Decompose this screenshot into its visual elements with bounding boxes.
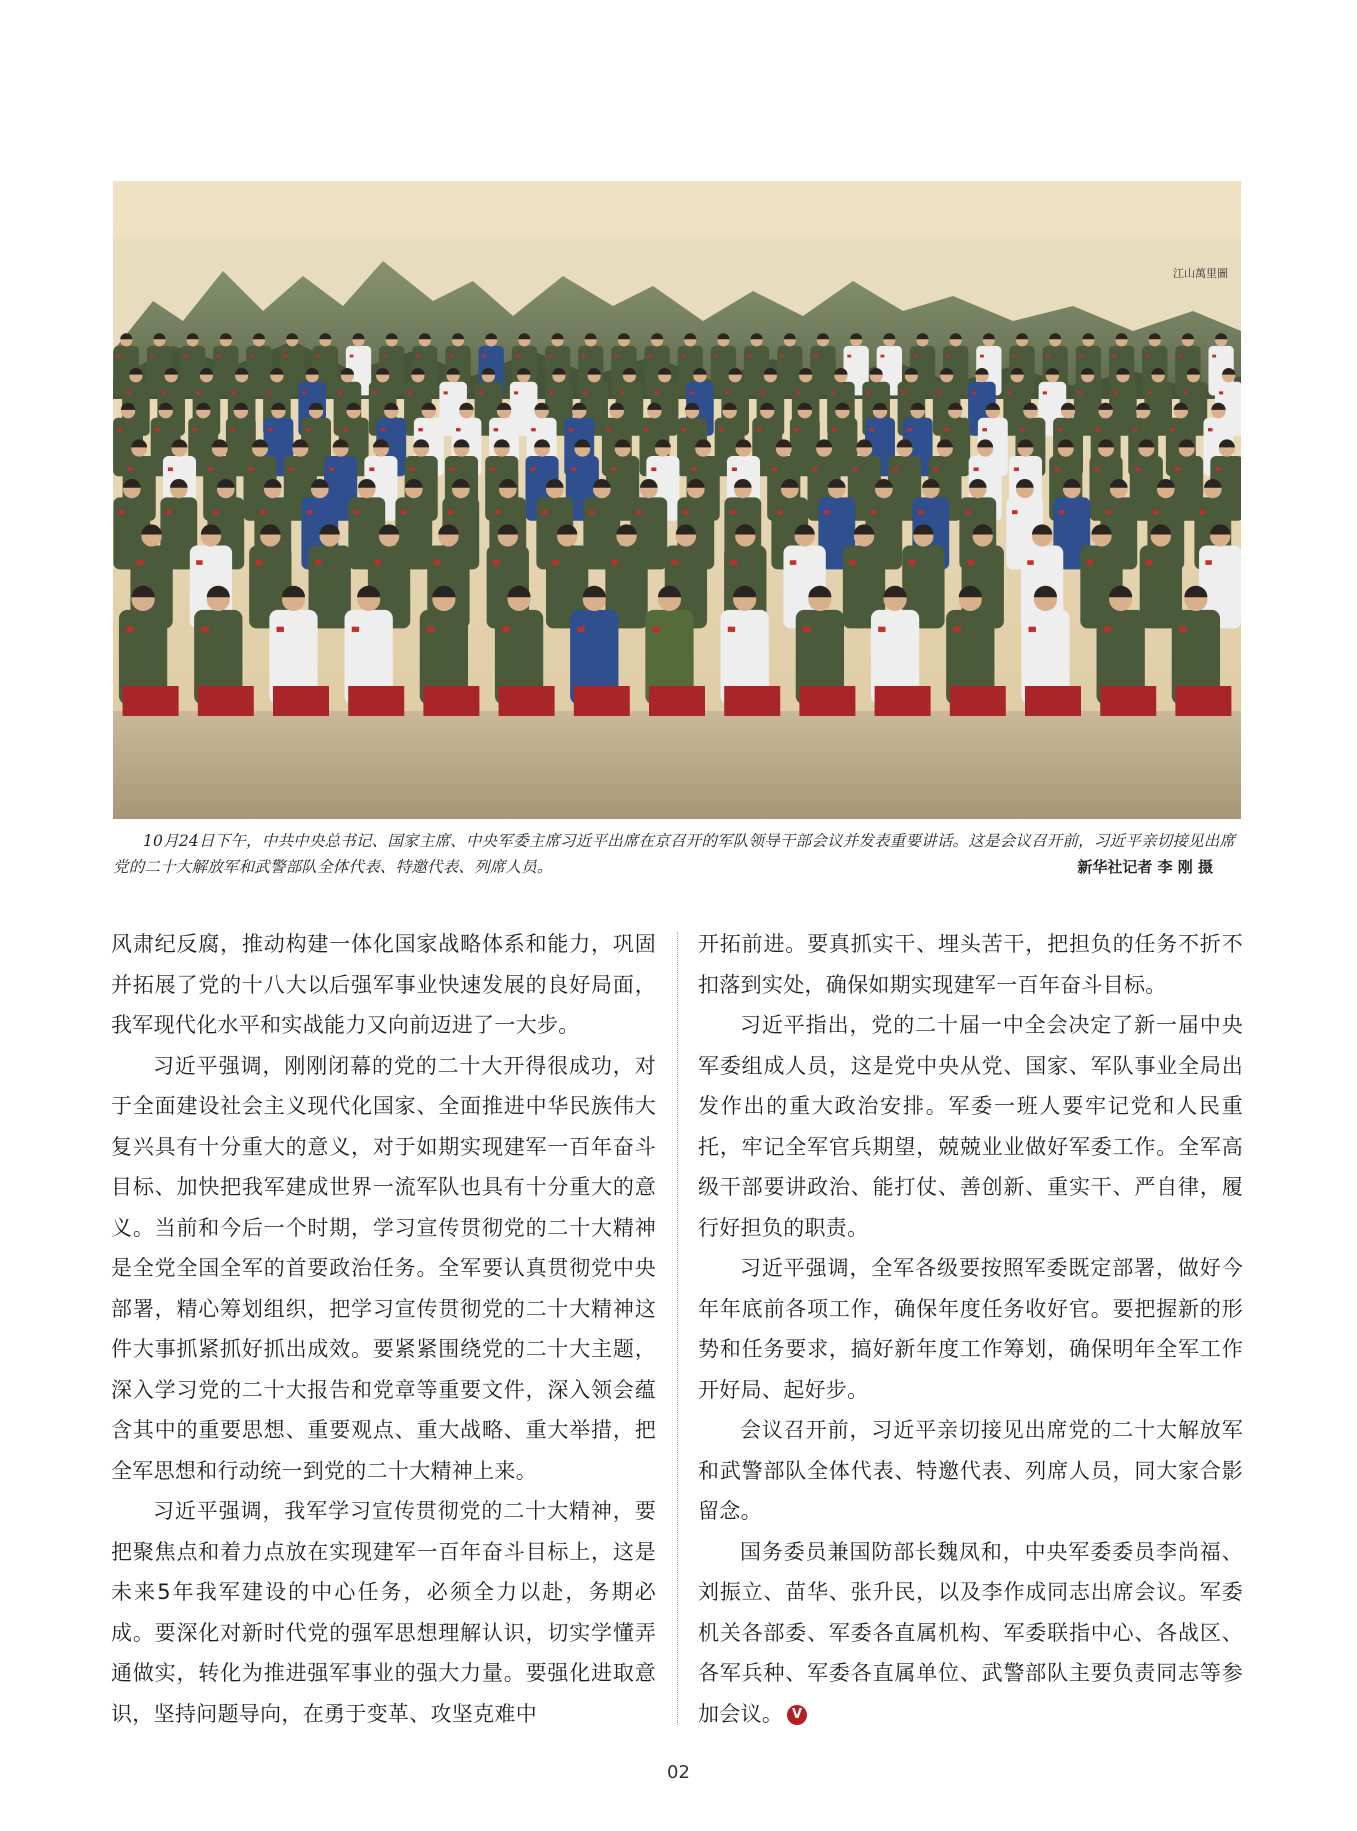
delegate-badge xyxy=(1179,355,1183,358)
delegate-badge xyxy=(289,467,294,471)
delegate-badge xyxy=(853,467,858,471)
delegate-badge xyxy=(644,428,649,431)
delegate-badge xyxy=(653,627,660,632)
photo-credit: 新华社记者 李 刚 摄 xyxy=(1069,854,1213,880)
delegate-badge xyxy=(636,510,642,514)
chair xyxy=(273,686,329,716)
delegate-badge xyxy=(448,510,454,514)
delegate-badge xyxy=(1013,355,1017,358)
delegate-badge xyxy=(277,627,284,632)
delegate-badge xyxy=(732,467,737,471)
delegate-badge xyxy=(965,510,971,514)
delegate-badge xyxy=(495,510,501,514)
delegate-badge xyxy=(1027,560,1033,565)
paragraph: 开拓前进。要真抓实干、埋头苦干，把担负的任务不折不扣落到实处，确保如期实现建军一百年奋斗目标。 xyxy=(698,932,1243,997)
delegate-badge xyxy=(611,467,616,471)
delegate-badge xyxy=(162,391,166,394)
delegate-badge xyxy=(268,428,273,431)
delegate-badge xyxy=(493,560,499,565)
delegate-badge xyxy=(1106,510,1112,514)
delegate-badge xyxy=(1200,510,1206,514)
delegate-badge xyxy=(373,391,377,394)
delegate-badge xyxy=(283,355,287,358)
delegate-badge xyxy=(1135,467,1140,471)
delegate-badge xyxy=(1146,355,1150,358)
delegate-badge xyxy=(682,428,687,431)
delegate-badge xyxy=(953,627,960,632)
delegate-badge xyxy=(790,560,796,565)
delegate-badge xyxy=(757,428,762,431)
delegate-badge xyxy=(824,510,830,514)
column-divider xyxy=(677,932,678,1725)
delegate-badge xyxy=(416,355,420,358)
group-photo xyxy=(113,181,1241,819)
delegate-badge xyxy=(201,627,208,632)
delegate-badge xyxy=(982,428,987,431)
delegate-badge xyxy=(777,510,783,514)
chair xyxy=(423,686,479,716)
delegate-badge xyxy=(655,391,659,394)
delegate-badge xyxy=(1020,428,1025,431)
delegate-badge xyxy=(119,510,125,514)
delegate-badge xyxy=(444,391,448,394)
delegate-badge xyxy=(612,560,618,565)
delegate-badge xyxy=(880,355,884,358)
delegate-badge xyxy=(197,391,201,394)
delegate-badge xyxy=(316,355,320,358)
delegate-badge xyxy=(408,391,412,394)
delegate-badge xyxy=(728,627,735,632)
delegate-badge xyxy=(248,467,253,471)
delegate-badge xyxy=(794,428,799,431)
delegate-badge xyxy=(972,391,976,394)
delegate-badge xyxy=(772,467,777,471)
page-number: 02 xyxy=(667,1762,690,1783)
delegate-badge xyxy=(306,428,311,431)
delegate-badge xyxy=(166,510,172,514)
delegate-badge xyxy=(307,510,313,514)
delegate-badge xyxy=(494,428,499,431)
delegate-badge xyxy=(585,391,589,394)
delegate-badge xyxy=(250,355,254,358)
delegate-badge xyxy=(1087,560,1093,565)
caption-text: 10月24日下午，中共中央总书记、国家主席、中央军委主席习近平出席在京召开的军队领导干部会议并发表重要讲话。这是会议召开前，习近平亲切接见出席党的二十大解放军和武警部队全体代表、特邀代表、列席人员。 xyxy=(113,832,1236,876)
chair xyxy=(1025,686,1081,716)
delegate-badge xyxy=(137,560,143,565)
delegate-badge xyxy=(582,355,586,358)
delegate-badge xyxy=(589,510,595,514)
delegate-badge xyxy=(1179,627,1186,632)
delegate-badge xyxy=(1029,627,1036,632)
delegate-badge xyxy=(184,355,188,358)
delegate-badge xyxy=(531,428,536,431)
delegate-badge xyxy=(1058,428,1063,431)
delegate-badge xyxy=(761,391,765,394)
delegate-badge xyxy=(867,391,871,394)
delegate-badge xyxy=(502,627,509,632)
delegate-badge xyxy=(126,391,130,394)
delegate-badge xyxy=(514,391,518,394)
delegate-badge xyxy=(549,391,553,394)
delegate-badge xyxy=(1212,355,1216,358)
delegate-badge xyxy=(606,428,611,431)
delegate-badge xyxy=(933,467,938,471)
delegate-badge xyxy=(329,467,334,471)
delegate-badge xyxy=(730,510,736,514)
delegate-badge xyxy=(381,428,386,431)
chair xyxy=(724,686,780,716)
delegate-badge xyxy=(907,428,912,431)
delegate-badge xyxy=(1059,510,1065,514)
delegate-badge xyxy=(118,428,123,431)
photo-caption xyxy=(113,828,1241,880)
delegate-badge xyxy=(260,510,266,514)
delegate-badge xyxy=(479,391,483,394)
delegate-badge xyxy=(552,560,558,565)
delegate-badge xyxy=(1205,560,1211,565)
delegate-badge xyxy=(516,355,520,358)
delegate-badge xyxy=(814,355,818,358)
delegate-badge xyxy=(217,355,221,358)
delegate-badge xyxy=(1014,467,1019,471)
left-column xyxy=(111,924,656,1734)
delegate-badge xyxy=(803,627,810,632)
delegate-badge xyxy=(871,510,877,514)
delegate-badge xyxy=(1113,355,1117,358)
delegate-badge xyxy=(615,355,619,358)
delegate-badge xyxy=(832,428,837,431)
delegate-badge xyxy=(683,510,689,514)
delegate-badge xyxy=(878,627,885,632)
delegate-badge xyxy=(980,355,984,358)
delegate-badge xyxy=(549,355,553,358)
delegate-badge xyxy=(155,428,160,431)
chair xyxy=(649,686,705,716)
painting-inscription: 江山萬里圖 xyxy=(1173,267,1228,280)
delegate-badge xyxy=(1215,467,1220,471)
chair xyxy=(950,686,1006,716)
delegate-badge xyxy=(1184,391,1188,394)
delegate-badge xyxy=(383,355,387,358)
delegate-badge xyxy=(968,560,974,565)
delegate-badge xyxy=(947,355,951,358)
delegate-badge xyxy=(796,391,800,394)
delegate-badge xyxy=(937,391,941,394)
delegate-badge xyxy=(338,391,342,394)
delegate-badge xyxy=(1104,627,1111,632)
delegate-badge xyxy=(648,355,652,358)
paragraph: 习近平指出，党的二十届一中全会决定了新一届中央军委组成人员，这是党中央从党、国家、军队事业全局出发作出的重大政治安排。军委一班人要牢记党和人民重托，牢记全军官兵期望，兢兢业业做好军委工作。全军高级干部要讲政治、能打仗、善创新、重实干、严自律，履行好担负的职责。 xyxy=(698,1013,1243,1240)
delegate-badge xyxy=(232,391,236,394)
delegate-badge xyxy=(577,627,584,632)
delegate-badge xyxy=(117,355,121,358)
delegate-badge xyxy=(193,428,198,431)
delegate-badge xyxy=(1080,355,1084,358)
delegate-badge xyxy=(1146,560,1152,565)
delegate-badge xyxy=(715,355,719,358)
delegate-badge xyxy=(870,428,875,431)
delegate-badge xyxy=(434,560,440,565)
paragraph: 习近平强调，刚刚闭幕的党的二十大开得很成功，对于全面建设社会主义现代化国家、全面推进中华民族伟大复兴具有十分重大的意义，对于如期实现建军一百年奋斗目标、加快把我军建成世界一流军队也具有十分重大的意义。当前和今后一个时期，学习宣传贯彻党的二十大精神是全党全国全军的首要政治任务。全军要认真贯彻党中央部署，精心筹划组织，把学习宣传贯彻党的二十大精神这件大事抓紧抓好抓出成效。要紧紧围绕党的二十大主题，深入学习党的二十大报告和党章等重要文件，深入领会蕴含其中的重要思想、重要观点、重大战略、重大举措，把全军思想和行动统一到党的二十大精神上来。 xyxy=(111,1053,656,1483)
delegate-badge xyxy=(681,355,685,358)
delegate-badge xyxy=(1054,467,1059,471)
delegate-badge xyxy=(1149,391,1153,394)
delegate-badge xyxy=(1012,510,1018,514)
delegate-badge xyxy=(490,467,495,471)
delegate-badge xyxy=(1175,467,1180,471)
chair xyxy=(799,686,855,716)
delegate-badge xyxy=(1043,391,1047,394)
delegate-badge xyxy=(1008,391,1012,394)
delegate-badge xyxy=(482,355,486,358)
chair xyxy=(499,686,555,716)
chair xyxy=(574,686,630,716)
delegate-badge xyxy=(350,355,354,358)
delegate-badge xyxy=(315,560,321,565)
delegate-badge xyxy=(126,627,133,632)
delegate-badge xyxy=(1094,467,1099,471)
end-of-article-icon: V xyxy=(787,1705,807,1725)
delegate-badge xyxy=(974,467,979,471)
delegate-badge xyxy=(748,355,752,358)
delegate-badge xyxy=(893,467,898,471)
delegate-badge xyxy=(1208,428,1213,431)
delegate-badge xyxy=(620,391,624,394)
delegate-badge xyxy=(449,355,453,358)
delegate-badge xyxy=(343,428,348,431)
delegate-badge xyxy=(530,467,535,471)
delegate-badge xyxy=(847,355,851,358)
delegate-badge xyxy=(410,467,415,471)
delegate-badge xyxy=(213,510,219,514)
delegate-badge xyxy=(128,467,133,471)
delegate-badge xyxy=(230,428,235,431)
delegate-badge xyxy=(427,627,434,632)
delegate-badge xyxy=(1078,391,1082,394)
delegate-badge xyxy=(902,391,906,394)
article-body xyxy=(111,924,1243,1724)
chair xyxy=(348,686,404,716)
delegate-badge xyxy=(571,467,576,471)
delegate-badge xyxy=(1095,428,1100,431)
paragraph: 习近平强调，全军各级要按照军委既定部署，做好今年年底前各项工作，确保年度任务收好官。要把握新的形势和任务要求，搞好新年度工作筹划，确保明年全军工作开好局、起好步。 xyxy=(698,1256,1243,1402)
delegate-badge xyxy=(690,391,694,394)
delegate-badge xyxy=(651,467,656,471)
delegate-badge xyxy=(542,510,548,514)
chair xyxy=(123,686,179,716)
delegate-badge xyxy=(914,355,918,358)
delegate-badge xyxy=(781,355,785,358)
delegate-badge xyxy=(354,510,360,514)
chair xyxy=(1100,686,1156,716)
delegate-badge xyxy=(256,560,262,565)
delegate-badge xyxy=(719,428,724,431)
delegate-badge xyxy=(151,355,155,358)
delegate-badge xyxy=(401,510,407,514)
delegate-badge xyxy=(369,467,374,471)
delegate-badge xyxy=(374,560,380,565)
delegate-badge xyxy=(945,428,950,431)
delegate-badge xyxy=(671,560,677,565)
delegate-badge xyxy=(1170,428,1175,431)
delegate-badge xyxy=(569,428,574,431)
delegate-badge xyxy=(1046,355,1050,358)
delegate-badge xyxy=(196,560,202,565)
delegate-badge xyxy=(1153,510,1159,514)
delegate-badge xyxy=(730,560,736,565)
delegate-badge xyxy=(831,391,835,394)
delegate-badge xyxy=(303,391,307,394)
delegate-badge xyxy=(726,391,730,394)
paragraph-last xyxy=(698,1532,1243,1735)
paragraph-text: 国务委员兼国防部长魏凤和，中央军委委员李尚福、刘振立、苗华、张升民，以及李作成同志出席会议。军委机关各部委、军委各直属机构、军委联指中心、各战区、各军兵种、军委各直属单位、武警部队主要负责同志等参加会议。 xyxy=(698,1539,1243,1726)
delegate-badge xyxy=(456,428,461,431)
paragraph: 会议召开前，习近平亲切接见出席党的二十大解放军和武警部队全体代表、特邀代表、列席人员，同大家合影留念。 xyxy=(698,1418,1243,1523)
right-column xyxy=(698,924,1243,1734)
chair xyxy=(875,686,931,716)
chair xyxy=(1175,686,1231,716)
delegate-badge xyxy=(1133,428,1138,431)
delegate-badge xyxy=(1219,391,1223,394)
paragraph: 风肃纪反腐，推动构建一体化国家战略体系和能力，巩固并拓展了党的十八大以后强军事业快速发展的良好局面，我军现代化水平和实战能力又向前迈进了一大步。 xyxy=(111,932,656,1037)
delegate-badge xyxy=(909,560,915,565)
delegate-badge xyxy=(168,467,173,471)
delegate-badge xyxy=(1113,391,1117,394)
delegate-badge xyxy=(208,467,213,471)
delegate-badge xyxy=(267,391,271,394)
delegate-badge xyxy=(352,627,359,632)
chair xyxy=(198,686,254,716)
delegate-badge xyxy=(918,510,924,514)
delegate-badge xyxy=(418,428,423,431)
delegate-badge xyxy=(692,467,697,471)
delegate-badge xyxy=(450,467,455,471)
paragraph: 习近平强调，我军学习宣传贯彻党的二十大精神，要把聚焦点和着力点放在实现建军一百年奋斗目标上，这是未来5年我军建设的中心任务，必须全力以赴，务期必成。要深化对新时代党的强军思想理解认识，切实学懂弄通做实，转化为推进强军事业的强大力量。要强化进取意识，坚持问题导向，在勇于变革、攻坚克难中 xyxy=(111,1499,656,1726)
delegate-badge xyxy=(849,560,855,565)
delegate-badge xyxy=(812,467,817,471)
